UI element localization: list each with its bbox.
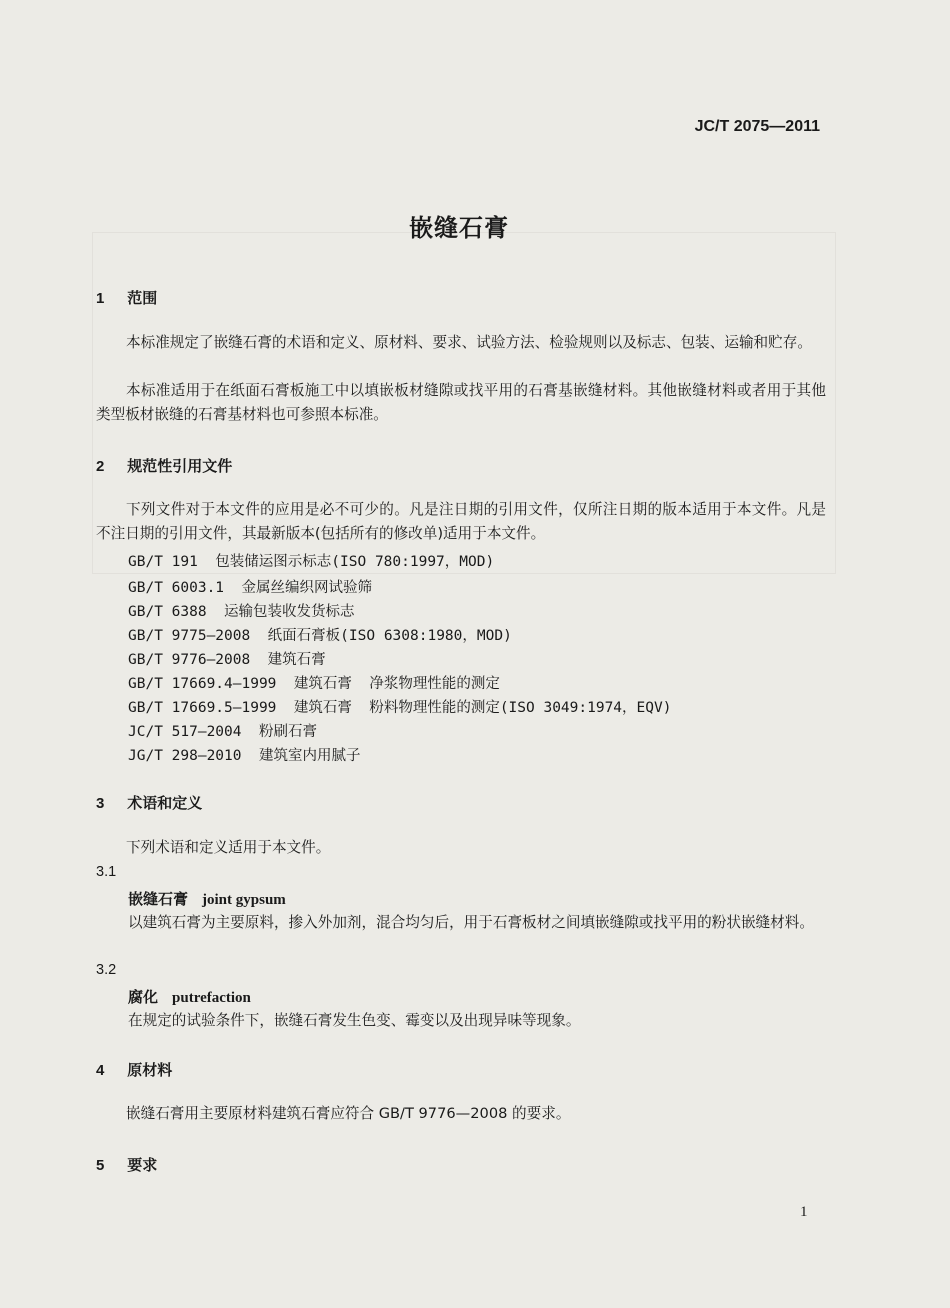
section-heading-normative [96,455,232,476]
term-number: 3.2 [96,962,117,978]
section-number: 2 [96,458,105,475]
ref-item: GB/T 6003.1 金属丝编织网试验筛 [128,580,372,596]
normative-intro: 下列文件对于本文件的应用是必不可少的。凡是注日期的引用文件，仅所注日期的版本适用于本文件。凡是不注日期的引用文件，其最新版本(包括所有的修改单)适用于本文件。 [96,501,826,542]
section-title: 原材料 [127,1061,173,1079]
ref-item: JG/T 298—2010 建筑室内用腻子 [128,748,361,764]
term-definition: 以建筑石膏为主要原料，掺入外加剂，混合均匀后，用于石膏板材之间填嵌缝隙或找平用的粉状嵌缝材料。 [128,914,814,931]
term-chinese: 腐化 [128,988,159,1006]
term-heading [128,986,251,1007]
ref-item: GB/T 9775—2008 纸面石膏板(ISO 6308:1980，MOD) [128,628,512,644]
section-title: 规范性引用文件 [127,457,233,475]
section-number: 1 [96,290,105,307]
section-number: 5 [96,1157,105,1174]
term-heading [128,888,286,909]
section-title: 要求 [127,1156,158,1174]
section-heading-terms [96,792,202,813]
section-number: 4 [96,1062,105,1079]
terms-intro: 下列术语和定义适用于本文件。 [126,839,331,856]
ref-item: JC/T 517—2004 粉刷石膏 [128,724,317,740]
section-number: 3 [96,795,105,812]
term-chinese: 嵌缝石膏 [128,890,189,908]
term-english: putrefaction [172,990,251,1006]
page-number: 1 [800,1204,808,1220]
ref-item: GB/T 17669.5—1999 建筑石膏 粉料物理性能的测定(ISO 3049:1974，EQV) [128,700,672,716]
document-title: 嵌缝石膏 [409,214,509,242]
standard-number: JC/T 2075—2011 [694,118,820,135]
ref-item: GB/T 17669.4—1999 建筑石膏 净浆物理性能的测定 [128,676,500,692]
ref-item: GB/T 6388 运输包装收发货标志 [128,604,355,620]
term-number: 3.1 [96,864,117,880]
term-english: joint gypsum [202,892,286,908]
section-title: 术语和定义 [127,794,203,812]
section-heading-requirements [96,1154,157,1175]
scope-paragraph-2: 本标准适用于在纸面石膏板施工中以填嵌板材缝隙或找平用的石膏基嵌缝材料。其他嵌缝材料或者用于其他类型板材嵌缝的石膏基材料也可参照本标准。 [96,382,826,423]
section-heading-scope [96,287,157,308]
ref-item: GB/T 191 包装储运图示标志(ISO 780:1997，MOD) [128,554,495,570]
term-definition: 在规定的试验条件下，嵌缝石膏发生色变、霉变以及出现异味等现象。 [128,1012,581,1029]
section-title: 范围 [127,289,158,307]
section-heading-raw-materials [96,1059,172,1080]
raw-materials-paragraph: 嵌缝石膏用主要原材料建筑石膏应符合 GB/T 9776—2008 的要求。 [126,1105,571,1122]
scope-paragraph-1: 本标准规定了嵌缝石膏的术语和定义、原材料、要求、试验方法、检验规则以及标志、包装、运输和贮存。 [126,334,812,351]
ref-item: GB/T 9776—2008 建筑石膏 [128,652,326,668]
